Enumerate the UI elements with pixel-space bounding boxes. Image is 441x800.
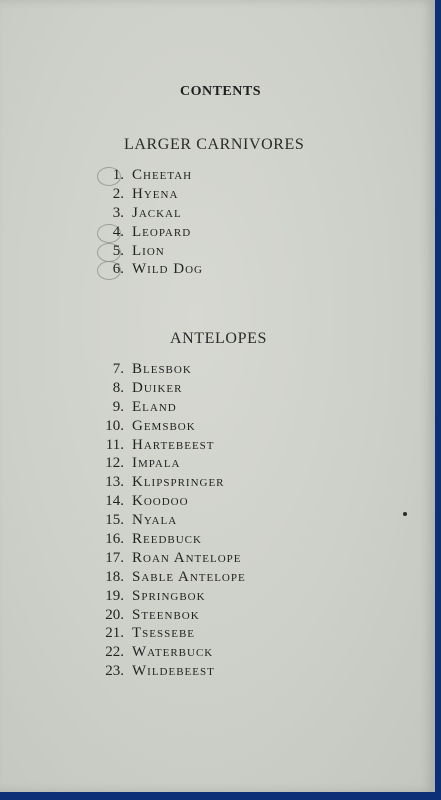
entry-name: Sable Antelope [132,568,246,585]
entry-name: Cheetah [132,167,193,183]
entry-name: Jackal [132,204,182,221]
entry-number: 11. [105,436,124,453]
entry-number: 14. [105,493,124,510]
entry-number: 22. [105,644,124,661]
entry-name: Hyena [132,185,179,202]
entry-name: Springbok [132,587,206,604]
entry-number: 2. [112,185,124,202]
entry-number: 5. [112,242,124,259]
entry-number: 20. [105,606,124,623]
entry-number: 3. [112,204,124,221]
page-title: CONTENTS [179,84,262,99]
entry-number: 13. [105,474,124,491]
book-cover-edge [0,792,441,800]
entry-number: 19. [105,587,124,604]
entry-name: Gemsbok [132,417,196,434]
entry-name: Reedbuck [132,531,202,548]
entry-number: 4. [112,223,124,240]
entry-number: 18. [105,568,124,585]
entry-name: Impala [132,455,181,472]
entry-name: Klipspringer [132,474,225,491]
entry-number: 10. [105,417,124,434]
entry-number: 17. [105,549,124,566]
entry-name: Waterbuck [132,644,214,661]
entry-number: 23. [105,663,124,680]
entry-number: 9. [112,398,124,415]
entry-number: 15. [105,512,124,529]
entry-name: Leopard [132,223,192,240]
entry-number: 6. [112,261,124,278]
entry-name: Tsessebe [132,625,196,642]
entry-name: Eland [132,398,177,415]
entry-number: 12. [105,455,124,472]
entry-name: Roan Antelope [132,549,242,566]
entry-name: Koodoo [132,493,189,510]
entry-name: Nyala [132,512,178,529]
section-heading-larger-carnivores: LARGER CARNIVORES [124,136,305,153]
entry-number: 7. [112,361,124,377]
entry-number: 1. [112,167,124,183]
entry-name: Hartebeest [132,436,215,453]
entry-number: 21. [105,625,124,642]
entry-name: Steenbok [132,606,200,623]
entry-number: 16. [105,531,124,548]
entry-name: Wildebeest [132,663,215,680]
entry-name: Wild Dog [132,261,203,278]
entry-name: Blesbok [132,361,192,377]
section-heading-antelopes: ANTELOPES [170,330,267,347]
entry-name: Duiker [132,379,183,396]
entry-number: 8. [112,379,124,396]
entry-name: Lion [132,242,165,259]
ink-speck [403,512,407,516]
